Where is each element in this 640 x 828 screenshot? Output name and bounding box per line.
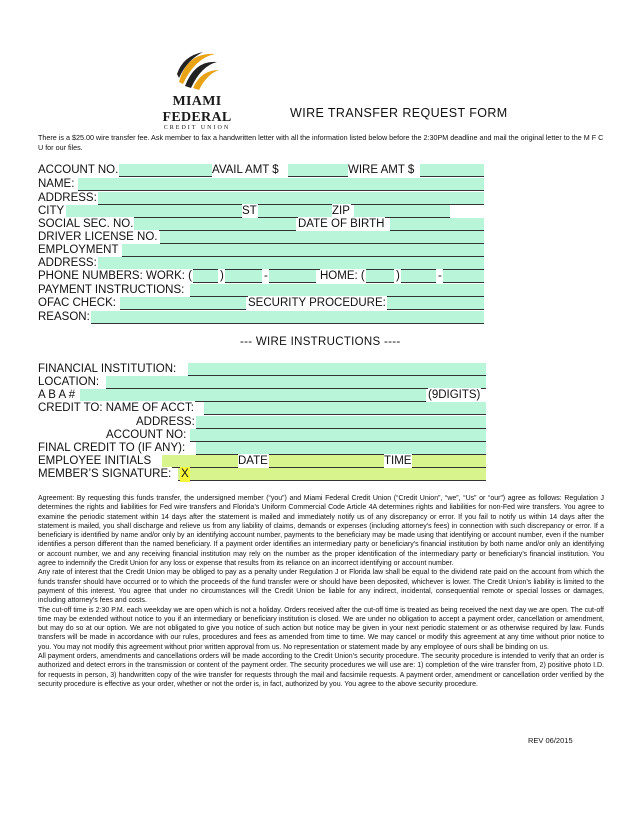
agreement-text xyxy=(38,494,604,689)
security-procedure-label: SECURITY PROCEDURE: xyxy=(248,297,386,309)
work-phone-dash: - xyxy=(264,270,268,282)
home-phone-label: HOME: ( xyxy=(320,270,365,282)
fee-notice: There is a $25.00 wire transfer fee. Ask member to fax a handwritten letter with all the information listed below before the 2:30PM deadline and mail the original letter to the M F C U for our files. xyxy=(38,133,604,152)
agreement-paragraph: Any rate of interest that the Credit Union may be obliged to pay as a penalty under Regulation J or Florida law shall be equal to the dividend rate paid on the account from which the funds transfer should have occurred or to which the proceeds of the fund transfer were or should have been deposited, whichever is lower. The Credit Union’s liability is limited to the payment of this interest. You agree that under no circumstances will the Credit Union be liable for any indirect, incidental, consequential remote or special losses or damages, including attorney’s fees and costs. xyxy=(38,569,604,605)
phone-row xyxy=(38,269,488,284)
account-no-label: ACCOUNT NO. xyxy=(38,164,119,176)
work-phone-label: PHONE NUMBERS: WORK: ( xyxy=(38,270,192,282)
address-label: ADDRESS: xyxy=(38,192,97,204)
reason-row xyxy=(38,310,488,325)
city-label: CITY xyxy=(38,205,65,217)
zip-label: ZIP xyxy=(332,205,350,217)
date-label: DATE xyxy=(238,455,268,467)
work-phone-paren: ) xyxy=(220,270,224,282)
credit-account-label: ACCOUNT NO: xyxy=(106,429,187,441)
work-phone-field[interactable] xyxy=(188,270,316,283)
account-no-field[interactable] xyxy=(116,164,212,177)
time-label: TIME xyxy=(384,455,412,467)
wire-amt-label: WIRE AMT $ xyxy=(348,164,415,176)
employer-address-label: ADDRESS: xyxy=(38,257,97,269)
ofac-label: OFAC CHECK: xyxy=(38,297,116,309)
credit-name-field[interactable] xyxy=(204,402,486,415)
credit-name-row xyxy=(38,401,488,416)
state-label: ST xyxy=(242,205,257,217)
aba-note: (9DIGITS) xyxy=(428,389,481,401)
name-row xyxy=(38,177,488,192)
home-phone-field[interactable] xyxy=(366,270,484,283)
avail-amt-label: AVAIL AMT $ xyxy=(212,164,279,176)
employment-label: EMPLOYMENT xyxy=(38,244,119,256)
member-signature-field[interactable] xyxy=(178,468,486,481)
dob-label: DATE OF BIRTH xyxy=(298,218,385,230)
aba-label: A B A # xyxy=(38,389,76,401)
ofac-row xyxy=(38,296,488,311)
ssn-label: SOCIAL SEC. NO. xyxy=(38,218,134,230)
agreement-paragraph: The cut-off time is 2:30 P.M. each weekday we are open which is not a holiday. Orders received after the cut-off time is treated as being received the next day we are open. The cut-off time may be extended without notice to you if an intermediary or beneficiary institution is closed. We are under no obligation to accept a payment order, cancellation or amendment, but may do so at our option. We are not obligated to give you notice of such action but notice may be given in your next periodic statement or as otherwise required by law. Funds transfers will be made in accordance with our rules, procedures and fees as amended from time to time. We may cancel or modify this agreement at any time without prior notice to you. You may not modify this agreement without prior written approval from us. No representation or statement made by any employee of ours shall be binding on us. xyxy=(38,606,604,651)
form-title: WIRE TRANSFER REQUEST FORM xyxy=(290,106,508,120)
logo xyxy=(142,48,252,131)
home-phone-dash: - xyxy=(438,270,442,282)
account-row xyxy=(38,163,488,178)
signature-row xyxy=(38,467,488,482)
wire-amt-field[interactable] xyxy=(420,164,484,177)
revision-label: REV 06/2015 xyxy=(528,736,573,745)
security-procedure-field[interactable] xyxy=(386,297,484,310)
reason-label: REASON: xyxy=(38,311,90,323)
name-field[interactable] xyxy=(78,178,484,191)
member-signature-label: MEMBER’S SIGNATURE: xyxy=(38,468,172,480)
wire-instructions-heading: --- WIRE INSTRUCTIONS ---- xyxy=(240,336,401,348)
logo-mark-icon xyxy=(173,48,221,92)
location-label: LOCATION: xyxy=(38,376,100,388)
employee-initials-label: EMPLOYEE INITIALS xyxy=(38,455,152,467)
agreement-paragraph: Agreement: By requesting this funds transfer, the undersigned member (“you”) and Miami Federal Credit Union (“Credit Union”, “we”, “Us” or “our”) agree as follows: Regulation J determines the rights and liabilities for Fed wire transfers and Florida’s Uniform Commercial Code Article 4A determines rights and liabilities for non-Fed wire transfers. You agree to examine the periodic statement within 14 days after the statement is mailed and immediately notify us of any discrepancy or error. If you fail to notify us within 14 days after the statement is mailed, you shall discharge and relieve us from any liability of claims, demands or expenses (including attorney’s fees) in connection with such discrepancy or error. If a beneficiary is identified by name and/or only by an identifying account number, payments to the beneficiary may be made using that identifying or account number, even if the number identifies a person different than the named beneficiary. If a payment order identifies an intermediary party or beneficiary’s financial institution by both name and/or only an identifying or account number, we and any receiving financial institution may rely on the number as the proper identification of the intermediary party or beneficiary’s financial institution. You agree to indemnify the Credit Union for any loss or expense that results from its reliance on an incorrect identifying or account number. xyxy=(38,495,604,568)
home-phone-paren: ) xyxy=(396,270,400,282)
institution-label: FINANCIAL INSTITUTION: xyxy=(38,363,177,375)
credit-name-label: CREDIT TO: NAME OF ACCT: xyxy=(38,402,194,414)
avail-amt-field[interactable] xyxy=(288,164,348,177)
signature-mark: X xyxy=(181,468,189,480)
logo-subtitle: CREDIT UNION xyxy=(163,125,231,131)
final-credit-label: FINAL CREDIT TO (IF ANY): xyxy=(38,442,186,454)
agreement-paragraph: All payment orders, amendments and cancellations orders will be made according to the Credit Union’s security procedure. The security procedure is intended to verify that an order is authorized and detect errors in the transmission or content of the payment order. The security procedures we will use are: 1) completion of the wire transfer from, 2) positive photo I.D. for requests in person, 3) handwritten copy of the wire transfer for requests through the mail and facsimile requests. A payment order, amendment or cancellation order verified by the security procedure is effective as your order, whether or not the order is, in fact, authorized by you. You agree to the above security procedure. xyxy=(38,653,604,688)
credit-address-label: ADDRESS: xyxy=(136,416,195,428)
name-label: NAME: xyxy=(38,178,75,190)
reason-field[interactable] xyxy=(90,311,484,324)
license-label: DRIVER LICENSE NO. xyxy=(38,231,158,243)
payment-instructions-label: PAYMENT INSTRUCTIONS: xyxy=(38,284,185,296)
ofac-field[interactable] xyxy=(120,297,246,310)
logo-name: MIAMI FEDERAL xyxy=(162,94,232,125)
